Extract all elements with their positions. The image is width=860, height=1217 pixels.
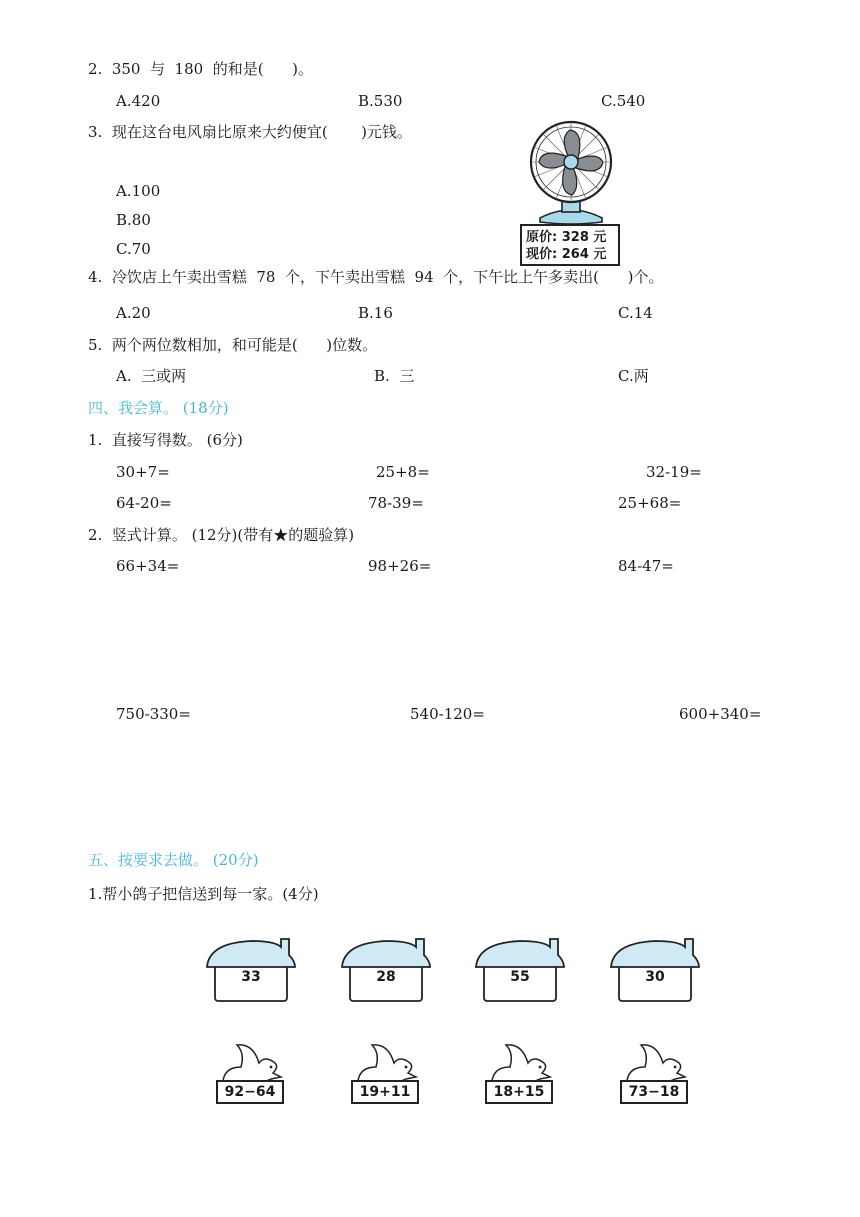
pigeon-card bbox=[215, 1037, 287, 1109]
pigeon-expression: 18+15 bbox=[485, 1080, 553, 1104]
vertical-calc-item: 84-47= bbox=[618, 557, 674, 575]
pigeon-icon bbox=[484, 1037, 556, 1085]
section4-heading: 四、我会算。 (18分) bbox=[88, 399, 229, 417]
q5-stem: 5. 两个两位数相加，和可能是( )位数。 bbox=[88, 336, 378, 354]
house-number: 55 bbox=[510, 969, 530, 985]
pigeon-expression: 73−18 bbox=[620, 1080, 688, 1104]
q3-stem: 3. 现在这台电风扇比原来大约便宜( )元钱。 bbox=[88, 123, 412, 141]
calc-item: 64-20= bbox=[116, 494, 172, 512]
q3-option-a: A.100 bbox=[116, 182, 161, 200]
house-card bbox=[474, 937, 566, 1005]
calc-item: 30+7= bbox=[116, 463, 170, 481]
q2-option-c: C.540 bbox=[601, 92, 646, 110]
q4-option-a: A.20 bbox=[116, 304, 151, 322]
q4-stem: 4. 冷饮店上午卖出雪糕 78 个，下午卖出雪糕 94 个，下午比上午多卖出( )个。 bbox=[88, 268, 664, 286]
section4-part2-title: 2. 竖式计算。 (12分)(带有★的题验算) bbox=[88, 526, 355, 544]
house-number: 33 bbox=[241, 969, 261, 985]
current-price: 现价: 264 元 bbox=[526, 247, 607, 262]
q3-option-b: B.80 bbox=[116, 211, 151, 229]
vertical-calc-item: 66+34= bbox=[116, 557, 180, 575]
house-card bbox=[609, 937, 701, 1005]
pigeon-icon bbox=[215, 1037, 287, 1085]
pigeon-icon bbox=[619, 1037, 691, 1085]
section5-part1-title: 1.帮小鸽子把信送到每一家。(4分) bbox=[88, 885, 319, 903]
pigeon-expression: 92−64 bbox=[216, 1080, 284, 1104]
fan-price-tag bbox=[520, 224, 620, 266]
house-number: 28 bbox=[376, 969, 396, 985]
vertical-calc-item: 98+26= bbox=[368, 557, 432, 575]
q5-option-a: A. 三或两 bbox=[116, 367, 187, 385]
house-card bbox=[340, 937, 432, 1005]
q2-option-a: A.420 bbox=[116, 92, 161, 110]
q5-option-c: C.两 bbox=[618, 367, 649, 385]
q4-option-b: B.16 bbox=[358, 304, 393, 322]
vertical-calc-item: 750-330= bbox=[116, 705, 191, 723]
calc-item: 32-19= bbox=[646, 463, 702, 481]
pigeon-card bbox=[619, 1037, 691, 1109]
q2-option-b: B.530 bbox=[358, 92, 403, 110]
pigeon-icon bbox=[350, 1037, 422, 1085]
calc-item: 25+8= bbox=[376, 463, 430, 481]
q3-option-c: C.70 bbox=[116, 240, 151, 258]
vertical-calc-item: 540-120= bbox=[410, 705, 485, 723]
original-price: 原价: 328 元 bbox=[526, 230, 607, 245]
vertical-calc-item: 600+340= bbox=[679, 705, 762, 723]
pigeon-card bbox=[350, 1037, 422, 1109]
calc-item: 78-39= bbox=[368, 494, 424, 512]
house-card bbox=[205, 937, 297, 1005]
pigeon-card bbox=[484, 1037, 556, 1109]
house-number: 30 bbox=[645, 969, 665, 985]
section4-part1-title: 1. 直接写得数。 (6分) bbox=[88, 431, 243, 449]
q4-option-c: C.14 bbox=[618, 304, 653, 322]
pigeon-expression: 19+11 bbox=[351, 1080, 419, 1104]
q2-stem: 2. 350 与 180 的和是( )。 bbox=[88, 60, 314, 78]
calc-item: 25+68= bbox=[618, 494, 682, 512]
q5-option-b: B. 三 bbox=[374, 367, 415, 385]
section5-heading: 五、按要求去做。 (20分) bbox=[88, 851, 259, 869]
